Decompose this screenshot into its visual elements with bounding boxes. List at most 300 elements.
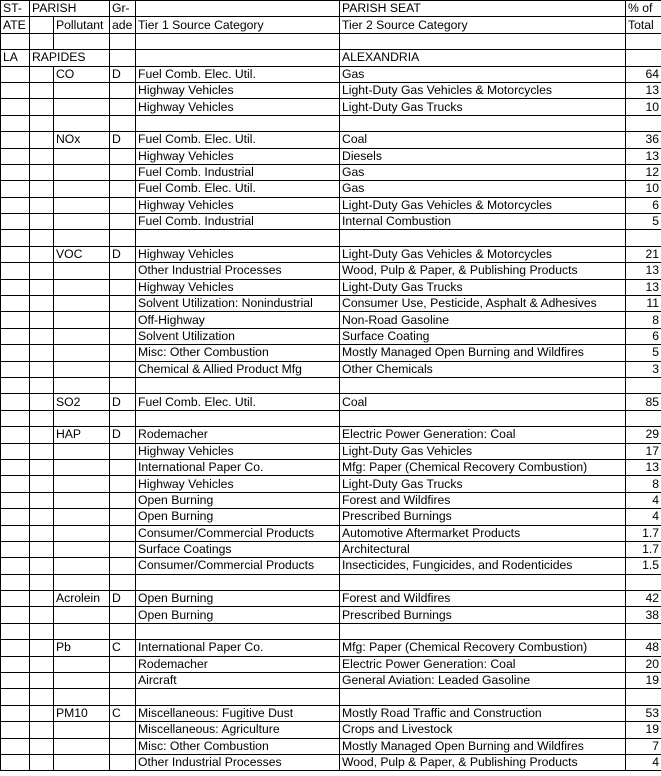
table-row	[1, 591, 661, 607]
parish-cell	[30, 722, 54, 738]
parish-cell	[30, 492, 54, 508]
state-cell	[1, 99, 30, 115]
parish-cell	[30, 312, 54, 328]
table-row	[1, 722, 661, 738]
tier1-cell: Other Industrial Processes	[136, 754, 340, 770]
pollutant-cell	[54, 148, 110, 164]
header-state-top: ST-	[1, 1, 30, 17]
state-cell	[1, 394, 30, 410]
table-row	[1, 361, 661, 377]
spacer-row	[1, 623, 661, 639]
table-row	[1, 345, 661, 361]
parish-cell	[30, 525, 54, 541]
state-cell	[1, 82, 30, 98]
percent-cell: 13	[626, 279, 661, 295]
grade-cell	[110, 607, 136, 623]
tier2-cell: Automotive Aftermarket Products	[340, 525, 626, 541]
state-cell	[1, 722, 30, 738]
tier2-cell: Mfg: Paper (Chemical Recovery Combustion)	[340, 459, 626, 475]
grade-cell	[110, 754, 136, 770]
percent-cell: 85	[626, 394, 661, 410]
spacer-row	[1, 33, 661, 49]
table-row	[1, 263, 661, 279]
pollutant-cell: SO2	[54, 394, 110, 410]
percent-cell: 13	[626, 82, 661, 98]
percent-cell: 8	[626, 476, 661, 492]
tier2-cell: Mostly Managed Open Burning and Wildfires	[340, 345, 626, 361]
pollutant-cell	[54, 328, 110, 344]
percent-cell: 38	[626, 607, 661, 623]
table-row	[1, 443, 661, 459]
parish-cell	[30, 394, 54, 410]
tier2-cell: Electric Power Generation: Coal	[340, 427, 626, 443]
tier1-cell: Other Industrial Processes	[136, 263, 340, 279]
grade-cell: D	[110, 394, 136, 410]
pollutant-cell	[54, 738, 110, 754]
state-cell	[1, 312, 30, 328]
spacer-row	[1, 574, 661, 590]
tier2-cell: Gas	[340, 66, 626, 82]
tier1-cell: Rodemacher	[136, 427, 340, 443]
percent-cell: 53	[626, 705, 661, 721]
pollutant-cell	[54, 312, 110, 328]
state-cell	[1, 443, 30, 459]
state-cell	[1, 640, 30, 656]
grade-cell	[110, 459, 136, 475]
percent-cell: 1.7	[626, 541, 661, 557]
parish-cell: RAPIDES	[30, 50, 110, 66]
tier2-cell: Gas	[340, 181, 626, 197]
tier1-cell: Surface Coatings	[136, 541, 340, 557]
state-cell	[1, 509, 30, 525]
grade-cell	[110, 279, 136, 295]
table-row	[1, 148, 661, 164]
state-cell	[1, 427, 30, 443]
percent-cell: 13	[626, 148, 661, 164]
tier1-cell: Fuel Comb. Elec. Util.	[136, 132, 340, 148]
pollutant-cell	[54, 722, 110, 738]
state-cell	[1, 558, 30, 574]
tier1-cell: Consumer/Commercial Products	[136, 525, 340, 541]
tier1-cell: Open Burning	[136, 492, 340, 508]
table-row	[1, 99, 661, 115]
parish-cell	[30, 754, 54, 770]
parish-cell	[30, 640, 54, 656]
spacer-row	[1, 377, 661, 393]
table-row	[1, 279, 661, 295]
percent-cell: 64	[626, 66, 661, 82]
table-row	[1, 132, 661, 148]
tier1-cell: Solvent Utilization	[136, 328, 340, 344]
grade-cell	[110, 673, 136, 689]
tier2-cell: Wood, Pulp & Paper, & Publishing Products	[340, 263, 626, 279]
tier1-cell: Highway Vehicles	[136, 99, 340, 115]
grade-cell	[110, 99, 136, 115]
header-percent-bottom: Total	[626, 17, 661, 33]
tier1-cell: Highway Vehicles	[136, 246, 340, 262]
parish-cell	[30, 738, 54, 754]
pollutant-cell	[54, 99, 110, 115]
state-cell	[1, 263, 30, 279]
tier1-cell: Solvent Utilization: Nonindustrial	[136, 296, 340, 312]
grade-cell	[110, 82, 136, 98]
grade-cell: D	[110, 66, 136, 82]
header-percent-top: % of	[626, 1, 661, 17]
grade-cell	[110, 328, 136, 344]
header-grade-bottom: ade	[110, 17, 136, 33]
parish-cell	[30, 656, 54, 672]
parish-cell	[30, 705, 54, 721]
pollutant-cell	[54, 754, 110, 770]
pollutant-cell: Acrolein	[54, 591, 110, 607]
tier2-cell: Coal	[340, 394, 626, 410]
parish-cell	[30, 197, 54, 213]
tier1-cell: International Paper Co.	[136, 640, 340, 656]
table-row	[1, 328, 661, 344]
pollutant-cell: VOC	[54, 246, 110, 262]
table-row	[1, 509, 661, 525]
tier1-cell: Fuel Comb. Industrial	[136, 214, 340, 230]
state-cell	[1, 197, 30, 213]
percent-cell: 48	[626, 640, 661, 656]
state-cell: LA	[1, 50, 30, 66]
spacer-row	[1, 115, 661, 131]
parish-cell	[30, 132, 54, 148]
table-row	[1, 246, 661, 262]
parish-cell	[30, 607, 54, 623]
table-row	[1, 164, 661, 180]
pollutant-cell	[54, 443, 110, 459]
state-cell	[1, 148, 30, 164]
state-cell	[1, 754, 30, 770]
percent-cell: 6	[626, 328, 661, 344]
percent-cell: 5	[626, 345, 661, 361]
tier2-cell: Non-Road Gasoline	[340, 312, 626, 328]
percent-cell: 4	[626, 754, 661, 770]
table-row	[1, 640, 661, 656]
parish-cell	[30, 214, 54, 230]
state-cell	[1, 591, 30, 607]
tier2-cell: Mostly Road Traffic and Construction	[340, 705, 626, 721]
grade-cell	[110, 345, 136, 361]
parish-cell	[30, 459, 54, 475]
percent-cell: 10	[626, 99, 661, 115]
tier1-cell: Misc: Other Combustion	[136, 738, 340, 754]
tier1-cell: Fuel Comb. Elec. Util.	[136, 394, 340, 410]
tier2-cell: Surface Coating	[340, 328, 626, 344]
tier2-cell: Coal	[340, 132, 626, 148]
pollutant-cell	[54, 181, 110, 197]
tier2-cell: Light-Duty Gas Trucks	[340, 99, 626, 115]
table-row	[1, 296, 661, 312]
grade-cell: C	[110, 705, 136, 721]
parish-seat-cell: ALEXANDRIA	[340, 50, 626, 66]
tier2-cell: Other Chemicals	[340, 361, 626, 377]
tier2-cell: Diesels	[340, 148, 626, 164]
grade-cell	[110, 263, 136, 279]
tier1-cell: Highway Vehicles	[136, 476, 340, 492]
percent-cell: 13	[626, 263, 661, 279]
tier2-cell: Forest and Wildfires	[340, 591, 626, 607]
parish-cell	[30, 361, 54, 377]
parish-cell	[30, 443, 54, 459]
grade-cell	[110, 164, 136, 180]
table-row	[1, 754, 661, 770]
grade-cell	[110, 296, 136, 312]
table-row	[1, 82, 661, 98]
table-row	[1, 525, 661, 541]
percent-cell: 8	[626, 312, 661, 328]
tier1-cell: Misc: Other Combustion	[136, 345, 340, 361]
tier2-cell: Light-Duty Gas Vehicles & Motorcycles	[340, 246, 626, 262]
table-row	[1, 459, 661, 475]
tier2-cell: Insecticides, Fungicides, and Rodenticides	[340, 558, 626, 574]
tier2-cell: Consumer Use, Pesticide, Asphalt & Adhesives	[340, 296, 626, 312]
header-tier1: Tier 1 Source Category	[136, 17, 340, 33]
header-empty	[136, 1, 340, 17]
percent-cell: 21	[626, 246, 661, 262]
state-cell	[1, 607, 30, 623]
pollutant-cell	[54, 476, 110, 492]
percent-cell: 17	[626, 443, 661, 459]
state-cell	[1, 492, 30, 508]
parish-cell	[30, 66, 54, 82]
pollutant-cell	[54, 656, 110, 672]
grade-cell	[110, 443, 136, 459]
parish-cell	[30, 246, 54, 262]
parish-cell	[30, 591, 54, 607]
table-row	[1, 492, 661, 508]
header-parish-seat: PARISH SEAT	[340, 1, 626, 17]
grade-cell	[110, 541, 136, 557]
pollutant-cell	[54, 541, 110, 557]
table-row	[1, 197, 661, 213]
tier1-cell: Fuel Comb. Elec. Util.	[136, 181, 340, 197]
percent-cell: 1.5	[626, 558, 661, 574]
pollutant-cell: CO	[54, 66, 110, 82]
state-cell	[1, 296, 30, 312]
state-cell	[1, 181, 30, 197]
header-grade-top: Gr-	[110, 1, 136, 17]
tier1-cell: Fuel Comb. Industrial	[136, 164, 340, 180]
table-row	[1, 541, 661, 557]
percent-cell: 20	[626, 656, 661, 672]
pollutant-cell: NOx	[54, 132, 110, 148]
parish-cell	[30, 148, 54, 164]
table-row	[1, 66, 661, 82]
tier1-cell: Chemical & Allied Product Mfg	[136, 361, 340, 377]
tier2-cell: Mfg: Paper (Chemical Recovery Combustion)	[340, 640, 626, 656]
grade-cell: C	[110, 640, 136, 656]
grade-cell	[110, 525, 136, 541]
state-cell	[1, 328, 30, 344]
grade-cell: D	[110, 591, 136, 607]
parish-cell	[30, 164, 54, 180]
grade-cell	[110, 722, 136, 738]
percent-cell: 19	[626, 722, 661, 738]
state-cell	[1, 164, 30, 180]
percent-cell: 3	[626, 361, 661, 377]
tier2-cell: Light-Duty Gas Vehicles	[340, 443, 626, 459]
percent-cell: 1.7	[626, 525, 661, 541]
tier2-cell: Mostly Managed Open Burning and Wildfires	[340, 738, 626, 754]
tier1-cell: Highway Vehicles	[136, 82, 340, 98]
state-cell	[1, 132, 30, 148]
state-cell	[1, 673, 30, 689]
state-cell	[1, 656, 30, 672]
tier2-cell: Prescribed Burnings	[340, 607, 626, 623]
tier1-cell: Open Burning	[136, 591, 340, 607]
table-row	[1, 181, 661, 197]
parish-cell	[30, 427, 54, 443]
percent-cell: 19	[626, 673, 661, 689]
table-row	[1, 656, 661, 672]
tier2-cell: Crops and Livestock	[340, 722, 626, 738]
tier2-cell: Forest and Wildfires	[340, 492, 626, 508]
grade-cell	[110, 197, 136, 213]
percent-cell: 7	[626, 738, 661, 754]
parish-cell	[30, 345, 54, 361]
tier1-cell: Open Burning	[136, 509, 340, 525]
table-row	[1, 214, 661, 230]
pollutant-cell	[54, 263, 110, 279]
pollutant-cell	[54, 279, 110, 295]
grade-cell: D	[110, 246, 136, 262]
table-row	[1, 427, 661, 443]
tier2-cell: Gas	[340, 164, 626, 180]
grade-cell	[110, 312, 136, 328]
pollutant-cell	[54, 558, 110, 574]
tier1-cell: Highway Vehicles	[136, 443, 340, 459]
percent-cell: 6	[626, 197, 661, 213]
tier1-cell: Miscellaneous: Fugitive Dust	[136, 705, 340, 721]
pollutant-cell	[54, 164, 110, 180]
state-cell	[1, 279, 30, 295]
state-cell	[1, 361, 30, 377]
tier1-cell: Highway Vehicles	[136, 279, 340, 295]
table-row	[1, 607, 661, 623]
table-row	[1, 558, 661, 574]
parish-cell	[30, 82, 54, 98]
grade-cell	[110, 738, 136, 754]
state-cell	[1, 476, 30, 492]
percent-cell: 13	[626, 459, 661, 475]
tier2-cell: Electric Power Generation: Coal	[340, 656, 626, 672]
table-row	[1, 738, 661, 754]
spacer-row	[1, 410, 661, 426]
grade-cell	[110, 214, 136, 230]
tier1-cell: Fuel Comb. Elec. Util.	[136, 66, 340, 82]
pollutant-cell	[54, 525, 110, 541]
state-cell	[1, 525, 30, 541]
tier1-cell: Consumer/Commercial Products	[136, 558, 340, 574]
grade-cell	[110, 361, 136, 377]
header-row-2	[1, 17, 661, 33]
state-cell	[1, 214, 30, 230]
tier2-cell: General Aviation: Leaded Gasoline	[340, 673, 626, 689]
header-tier2: Tier 2 Source Category	[340, 17, 626, 33]
parish-cell	[30, 99, 54, 115]
table-row	[1, 394, 661, 410]
state-cell	[1, 345, 30, 361]
grade-cell	[110, 181, 136, 197]
tier2-cell: Wood, Pulp & Paper, & Publishing Products	[340, 754, 626, 770]
tier1-cell: Highway Vehicles	[136, 148, 340, 164]
pollutant-cell	[54, 509, 110, 525]
percent-cell: 4	[626, 509, 661, 525]
state-cell	[1, 705, 30, 721]
tier2-cell: Light-Duty Gas Vehicles & Motorcycles	[340, 197, 626, 213]
percent-cell: 12	[626, 164, 661, 180]
percent-cell: 5	[626, 214, 661, 230]
table-row	[1, 476, 661, 492]
percent-cell: 36	[626, 132, 661, 148]
tier1-cell: Rodemacher	[136, 656, 340, 672]
parish-cell	[30, 673, 54, 689]
parish-cell	[30, 558, 54, 574]
percent-cell: 10	[626, 181, 661, 197]
pollutant-cell	[54, 296, 110, 312]
parish-cell	[30, 541, 54, 557]
parish-cell	[30, 328, 54, 344]
state-cell	[1, 541, 30, 557]
percent-cell: 11	[626, 296, 661, 312]
tier2-cell: Light-Duty Gas Vehicles & Motorcycles	[340, 82, 626, 98]
parish-cell	[30, 279, 54, 295]
grade-cell	[110, 509, 136, 525]
parish-cell	[30, 263, 54, 279]
tier2-cell: Architectural	[340, 541, 626, 557]
percent-cell: 29	[626, 427, 661, 443]
spacer-row	[1, 689, 661, 705]
grade-cell	[110, 492, 136, 508]
tier2-cell: Prescribed Burnings	[340, 509, 626, 525]
tier2-cell: Light-Duty Gas Trucks	[340, 476, 626, 492]
pollutant-cell	[54, 214, 110, 230]
grade-cell	[110, 558, 136, 574]
pollutant-cell	[54, 607, 110, 623]
table-row	[1, 312, 661, 328]
percent-cell: 42	[626, 591, 661, 607]
tier1-cell: Off-Highway	[136, 312, 340, 328]
grade-cell: D	[110, 132, 136, 148]
header-state-bottom: ATE	[1, 17, 30, 33]
tier2-cell: Internal Combustion	[340, 214, 626, 230]
state-cell	[1, 246, 30, 262]
state-cell	[1, 738, 30, 754]
table-row	[1, 673, 661, 689]
pollutant-cell	[54, 345, 110, 361]
grade-cell	[110, 148, 136, 164]
header-pollutant: Pollutant	[54, 17, 110, 33]
grade-cell	[110, 476, 136, 492]
grade-cell: D	[110, 427, 136, 443]
tier1-cell: Highway Vehicles	[136, 197, 340, 213]
state-cell	[1, 66, 30, 82]
pollutant-cell: HAP	[54, 427, 110, 443]
parish-cell	[30, 181, 54, 197]
parish-cell	[30, 509, 54, 525]
tier1-cell: Open Burning	[136, 607, 340, 623]
pollutant-cell	[54, 459, 110, 475]
state-cell	[1, 459, 30, 475]
location-row	[1, 50, 661, 66]
tier1-cell: Aircraft	[136, 673, 340, 689]
pollutant-cell	[54, 673, 110, 689]
pollutant-cell	[54, 82, 110, 98]
spacer-row	[1, 230, 661, 246]
pollutant-cell	[54, 197, 110, 213]
